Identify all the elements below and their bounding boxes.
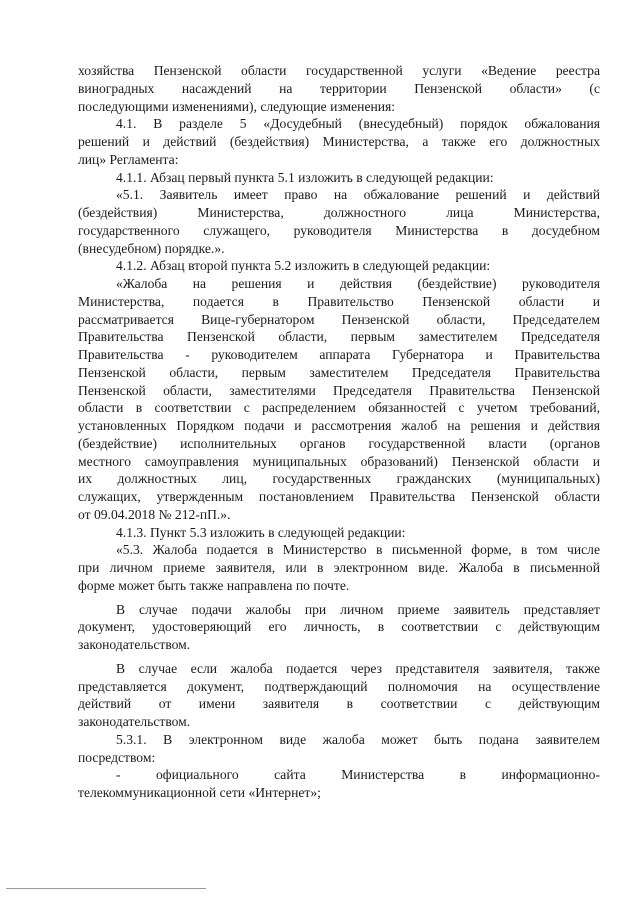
- paragraph: [78, 275, 600, 524]
- paragraph: [78, 601, 600, 654]
- paragraph: [78, 660, 600, 731]
- text-line: 4.1.3. Пункт 5.3 изложить в следующей редакции:: [116, 524, 406, 540]
- text-line: форме может быть также направлена по почте.: [78, 577, 350, 593]
- text-line: от 09.04.2018 № 212-пП.».: [78, 506, 231, 522]
- text-line: 5.3.1. В электронном виде жалоба может быть подана заявителем: [116, 731, 600, 747]
- text-line: представляется документ, подтверждающий полномочия на осуществление: [78, 678, 600, 694]
- text-line: (внесудебном) порядке.».: [78, 240, 225, 256]
- text-line: законодательством.: [78, 714, 191, 729]
- text-line: виноградных насаждений на территории Пензенской области» (с: [78, 80, 600, 96]
- text-line: (бездействие) исполнительных органов государственной власти (органов: [78, 435, 600, 451]
- text-line: государственного служащего, руководителя Министерства в досудебном: [78, 222, 600, 238]
- text-line: Правительства - руководителем аппарата Губернатора и Правительства: [78, 347, 600, 362]
- paragraph: [78, 257, 600, 275]
- text-line: рассматривается Вице-губернатором Пензенской области, Председателем: [78, 311, 600, 327]
- text-line: 4.1.1. Абзац первый пункта 5.1 изложить в следующей редакции:: [116, 169, 494, 185]
- text-line: «5.3. Жалоба подается в Министерство в письменной форме, в том числе: [116, 542, 600, 558]
- text-line: (бездействия) Министерства, должностного лица Министерства,: [78, 205, 600, 220]
- text-line: Министерства, подается в Правительство Пензенской области и: [78, 293, 600, 309]
- text-line: 4.1. В разделе 5 «Досудебный (внесудебный) порядок обжалования: [116, 116, 600, 132]
- text-line: законодательством.: [78, 637, 191, 652]
- paragraph: [78, 541, 600, 594]
- paragraph: [78, 115, 600, 168]
- paragraph: [78, 62, 600, 115]
- text-line: последующими изменениями), следующие изменения:: [78, 98, 396, 114]
- paragraph: [78, 169, 600, 187]
- text-line: их должностных лиц, государственных гражданских (муниципальных): [78, 471, 600, 487]
- text-line: Правительства Пензенской области, первым заместителем Председателя: [78, 329, 600, 345]
- text-line: действий от имени заявителя в соответствии с действующим: [78, 696, 600, 712]
- text-line: посредством:: [78, 749, 156, 765]
- text-line: решений и действий (бездействия) Министерства, а также его должностных: [78, 134, 600, 149]
- text-line: документ, удостоверяющий его личность, в соответствии с действующим: [78, 619, 600, 635]
- text-line: телекоммуникационной сети «Интернет»;: [78, 785, 321, 800]
- text-line: области в соответствии с распределением обязанностей с учетом требований,: [78, 400, 600, 416]
- text-line: служащих, утвержденным постановлением Правительства Пензенской области: [78, 489, 600, 504]
- paragraph: [78, 524, 600, 542]
- text-line: В случае подачи жалобы при личном приеме заявитель представляет: [116, 601, 600, 617]
- document-page: [78, 62, 600, 802]
- text-line: В случае если жалоба подается через представителя заявителя, также: [116, 660, 600, 676]
- text-line: 4.1.2. Абзац второй пункта 5.2 изложить в следующей редакции:: [116, 258, 491, 274]
- text-line: установленных Порядком подачи и рассмотрения жалоб на решения и действия: [78, 418, 600, 433]
- text-line: при личном приеме заявителя, или в электронном виде. Жалоба в письменной: [78, 560, 600, 575]
- text-line: «5.1. Заявитель имеет право на обжалование решений и действий: [116, 187, 600, 203]
- paragraph: [78, 731, 600, 767]
- text-line: «Жалоба на решения и действия (бездействие) руководителя: [116, 276, 600, 291]
- text-line: хозяйства Пензенской области государственной услуги «Ведение реестра: [78, 63, 600, 78]
- text-line: местного самоуправления муниципальных образований) Пензенской области и: [78, 453, 600, 469]
- text-line: Пензенской области, заместителями Председателя Правительства Пензенской: [78, 382, 600, 398]
- text-line: - официального сайта Министерства в информационно-: [116, 767, 600, 783]
- paragraph: [78, 186, 600, 257]
- text-line: Пензенской области, первым заместителем Председателя Правительства: [78, 364, 600, 380]
- footnote-separator: [6, 888, 206, 889]
- text-line: лиц» Регламента:: [78, 151, 179, 167]
- paragraph: [78, 766, 600, 802]
